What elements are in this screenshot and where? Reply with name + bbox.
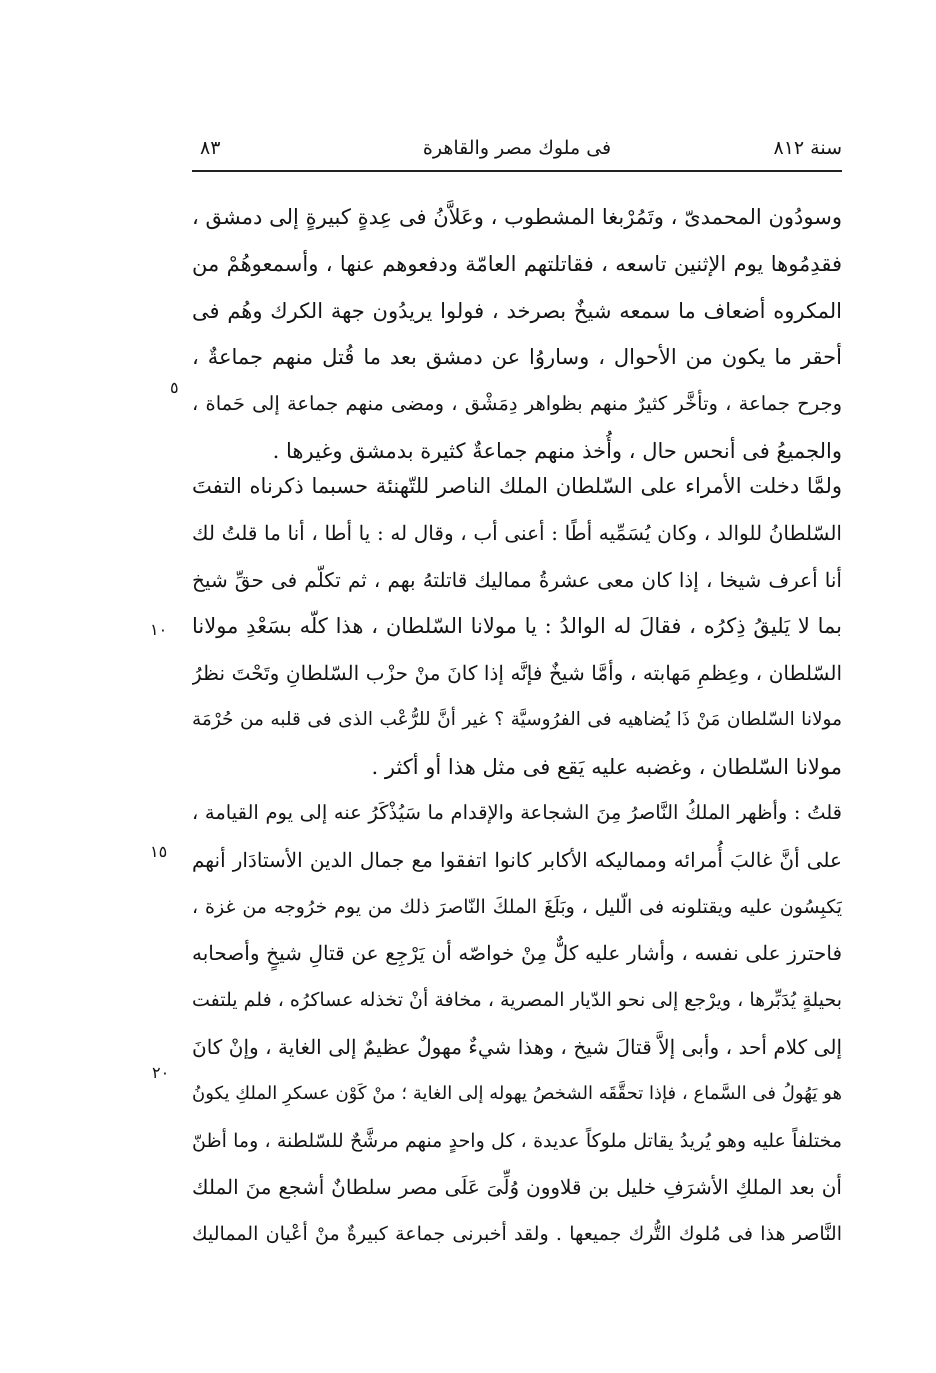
text-line: السّلطانُ للوالد ، وكان يُسَمِّيه أطًا : أعنى أب ، وقال له : يا أطا ، أنا ما قلتُ لك [192, 520, 842, 545]
text-line: بما لا يَليقُ ذِكرُه ، فقالَ له الوالدُ : يا مولانا السّلطان ، هذا كلّه بسَعْدِ مولانا [192, 614, 842, 639]
text-line: مولانا السّلطان مَنْ ذَا يُضاهيه فى الفرُوسيَّة ؟ غير أنَّ للرُّعْب الذى فى قلبه من حُرْمَة [192, 708, 842, 730]
text-line: فاحترز على نفسه ، وأشار عليه كلٌّ مِنْ خواصّه أن يَرْجِع عن قتالِ شيخٍ وأصحابه [192, 941, 842, 966]
paragraph-2 [192, 463, 842, 791]
text-line: إلى كلام أحد ، وأبى إلاَّ قتالَ شيخ ، وهذا شيءٌ مهولٌ عظيمٌ إلى الغاية ، وإنْ كانَ [192, 1034, 842, 1059]
paragraph-3 [192, 790, 842, 1258]
text-line: يَكبِسُون عليه ويقتلونه فى الّليل ، وبَلَغَ الملكَ النّاصرَ ذلك من يوم خرُوجه من غزة ، [192, 895, 842, 918]
text-line: والجميعُ فى أنحس حال ، وأُخذ منهم جماعةٌ كثيرة بدمشق وغيرها . [272, 438, 842, 463]
text-line: قلتُ : وأظهر الملكُ النَّاصرُ مِنَ الشجاعة والإقدام ما سَيُذْكَرُ عنه إلى يوم القيامة ، [192, 801, 842, 824]
header-rule [192, 170, 842, 172]
line-number-marker: ١٠ [150, 620, 168, 639]
header-year: سنة ٨١٢ [773, 137, 842, 159]
text-line: مختلفاً عليه وهو يُريدُ يقاتل ملوكاً عديدة ، كل واحدٍ منهم مرشَّحٌ للسّلطنة ، وما أظنّ [192, 1129, 842, 1152]
header-title: فى ملوك مصر والقاهرة [422, 137, 612, 159]
text-line: بحيلةٍ يُدَبِّرها ، ويرْجع إلى نحو الدّيار المصرية ، مخافة أنْ تخذله عساكرُه ، فلم يلتفت [192, 989, 842, 1012]
text-line: وسودُون المحمدىّ ، وتَمُرْبغا المشطوب ، وعَلاَّنُ فى عِدةٍ كبيرةٍ إلى دمشق ، [192, 205, 842, 229]
running-header [192, 128, 842, 168]
text-line: أنا أعرف شيخا ، إذا كان معى عشرةُ مماليك قاتلتهُ بهم ، ثم تكلّم فى حقِّ شيخ [192, 567, 842, 592]
text-line: هو يَهُولُ فى السَّماع ، فإذا تحقَّقَه الشخصُ يهوله إلى الغاية ؛ منْ كَوْن عسكرِ الملكِ يكونُ [192, 1082, 842, 1104]
text-line: السّلطان ، وعِظمِ مَهابته ، وأمَّا شيخٌ فإنَّه إذا كانَ منْ حزْب السّلطانِ وتَحْتَ نظرُ [192, 661, 842, 686]
line-number-marker: ٥ [170, 378, 179, 397]
text-line: وجرح جماعة ، وتأخَّر كثيرٌ منهم بظواهر دِمَشْق ، ومضى منهم جماعة إلى حَماة ، [192, 392, 842, 416]
page-number: ٨٣ [200, 137, 221, 159]
text-line: أن بعد الملكِ الأشرَفِ خليل بن قلاوون وُلِّىَ عَلَى مصر سلطانٌ أشجع منَ الملك [192, 1175, 842, 1200]
line-number-marker: ١٥ [150, 842, 168, 861]
text-line: مولانا السّلطان ، وغضبه عليه يَقع فى مثل هذا أو أكثر . [371, 754, 842, 779]
text-line: النَّاصر هذا فى مُلوك التُّرك جميعها . ولقد أخبرنى جماعة كبيرةٌ منْ أعْيان المماليك [192, 1223, 842, 1246]
text-line: على أنَّ غالبَ أُمرائه ومماليكه الأكابر كانوا اتفقوا مع جمال الدين الأستادَار أنهم [192, 847, 842, 872]
text-line: فقدِمُوها يوم الإثنين تاسعه ، فقاتلتهم العامّة ودفعوهم عنها ، وأسمعوهُمْ من [192, 251, 842, 276]
text-line: المكروه أضعاف ما سمعه شيخٌ بصرخد ، فولوا يريدُون جهة الكرك وهُم فى [192, 298, 842, 323]
text-line: ولمَّا دخلت الأمراء على السّلطان الملك الناصر للتّهنئة حسبما ذكرناه التفتَ [192, 474, 842, 498]
paragraph-1 [192, 194, 842, 475]
text-line: أحقر ما يكون من الأحوال ، وساروُا عن دمشق بعد ما قُتل منهم جماعةٌ ، [192, 345, 842, 370]
line-number-marker: ٢٠ [152, 1063, 170, 1082]
